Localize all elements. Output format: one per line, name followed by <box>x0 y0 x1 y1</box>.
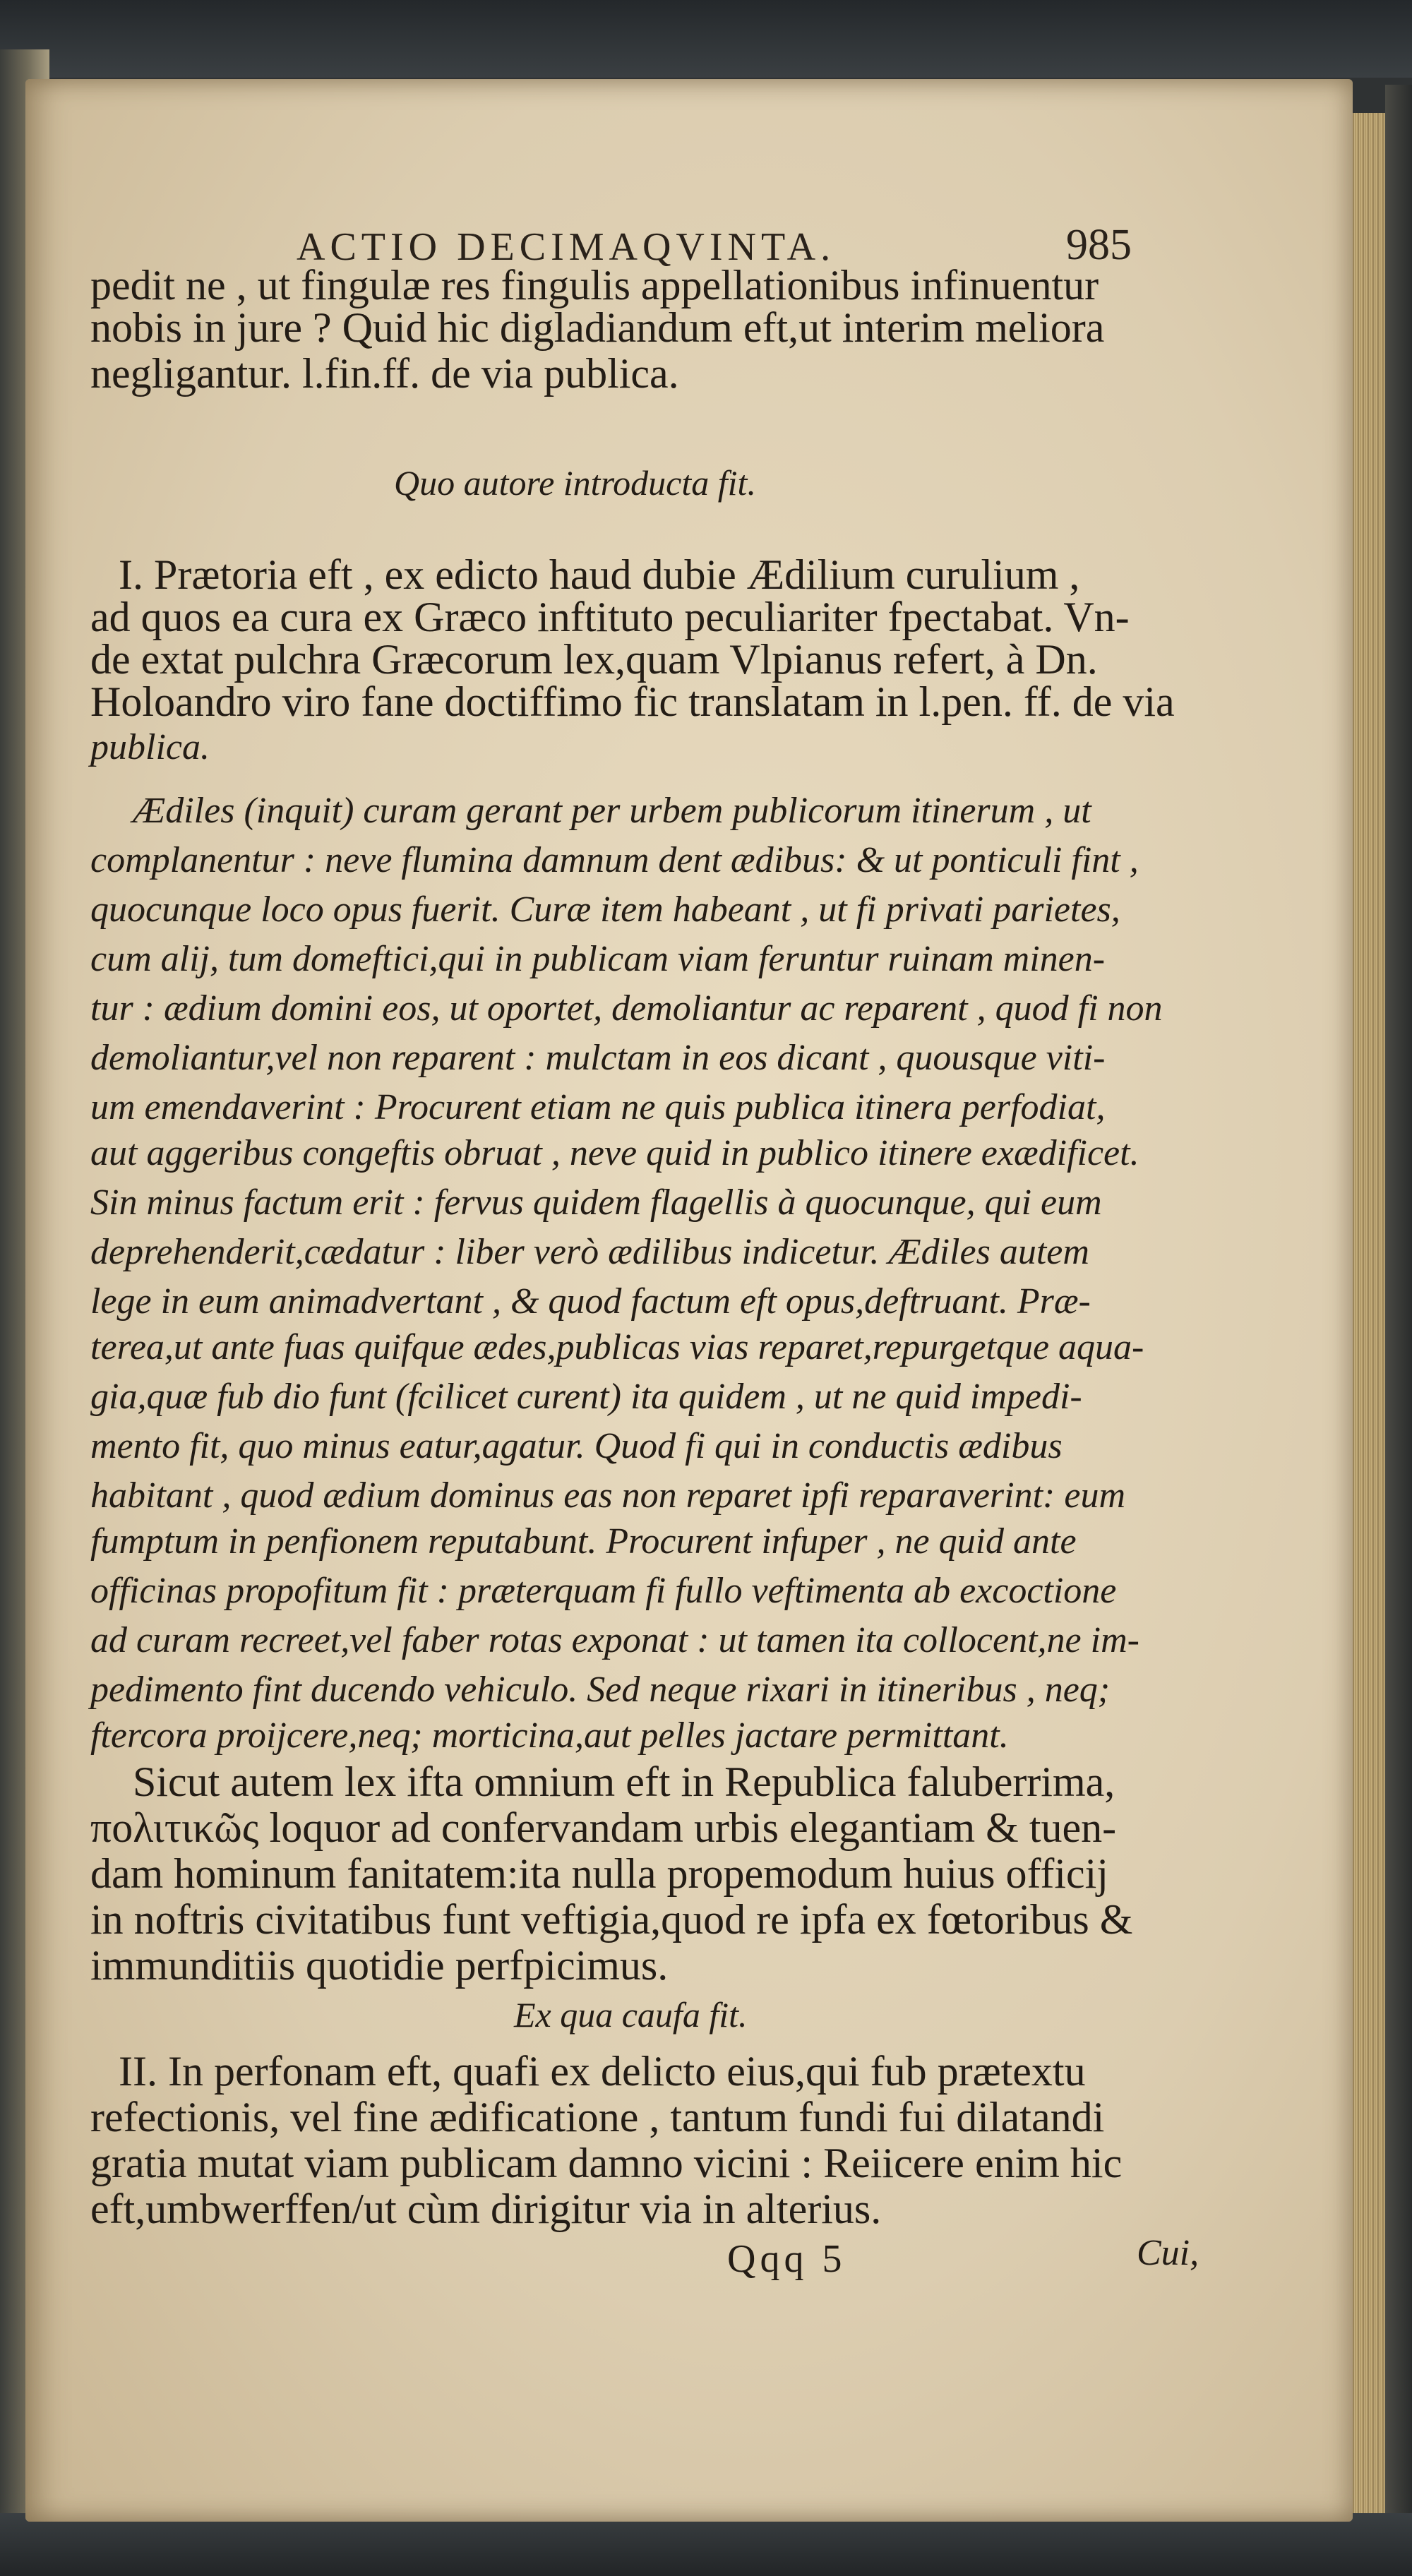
book-cover-right <box>1385 85 1412 2527</box>
text-line: immunditiis quotidie perfpicimus. <box>90 1942 669 1989</box>
text-line: publica. <box>90 727 210 767</box>
text-line: um emendaverint : Procurent etiam ne quis publica itinera perfodiat, <box>90 1087 1106 1127</box>
text-line: lege in eum animadvertant , & quod factum eft opus,deftruant. Præ- <box>90 1281 1091 1322</box>
text-line: Sicut autem lex ifta omnium eft in Republica faluberrima, <box>133 1759 1115 1805</box>
text-line: pedimento fint ducendo vehiculo. Sed neque rixari in itineribus , neq; <box>90 1670 1111 1710</box>
text-line: refectionis, vel fine ædificatione , tantum fundi fui dilatandi <box>90 2094 1105 2140</box>
text-line: Sin minus factum erit : fervus quidem flagellis à quocunque, qui eum <box>90 1182 1102 1223</box>
text-line: gia,quæ fub dio funt (fcilicet curent) ita quidem , ut ne quid impedi- <box>90 1377 1082 1417</box>
background-top <box>0 0 1412 78</box>
text-line: Ædiles (inquit) curam gerant per urbem publicorum itinerum , ut <box>133 791 1091 831</box>
running-title: ACTIO DECIMAQVINTA. <box>297 225 836 269</box>
section-heading: Ex qua caufa fit. <box>514 1995 748 2035</box>
text-line: cum alij, tum domeftici,qui in publicam viam feruntur ruinam minen- <box>90 939 1106 979</box>
text-line: deprehenderit,cædatur : liber verò ædilibus indicetur. Ædiles autem <box>90 1232 1089 1272</box>
text-line: aut aggeribus congeftis obruat , neve quid in publico itinere exædificet. <box>90 1133 1139 1173</box>
text-line: ad curam recreet,vel faber rotas exponat : ut tamen ita collocent,ne im- <box>90 1620 1139 1660</box>
text-line: de extat pulchra Græcorum lex,quam Vlpianus refert, à Dn. <box>90 636 1098 683</box>
background-bottom <box>0 2513 1412 2576</box>
text-line: pedit ne , ut fingulæ res fingulis appellationibus infinuentur <box>90 262 1099 308</box>
text-line: in noftris civitatibus funt veftigia,quod re ipfa ex fœtoribus & <box>90 1896 1133 1943</box>
text-line: mento fit, quo minus eatur,agatur. Quod fi qui in conductis ædibus <box>90 1426 1063 1466</box>
text-line: officinas propofitum fit : præterquam fi fullo veftimenta ab excoctione <box>90 1571 1117 1611</box>
section-heading: Quo autore introducta fit. <box>394 463 756 503</box>
text-line: dam hominum fanitatem:ita nulla propemodum huius officij <box>90 1850 1108 1897</box>
running-header <box>0 150 1412 269</box>
text-line: Holoandro viro fane doctiffimo fic translatam in l.pen. ff. de via <box>90 678 1175 725</box>
text-line: fumptum in penfionem reputabunt. Procurent infuper , ne quid ante <box>90 1521 1077 1562</box>
text-line: negligantur. l.fin.ff. de via publica. <box>90 350 679 397</box>
text-line: habitant , quod ædium dominus eas non reparet ipfi reparaverint: eum <box>90 1475 1126 1516</box>
text-line: πολιτικῶς loquor ad confervandam urbis elegantiam & tuen- <box>90 1804 1117 1851</box>
text-line: complanentur : neve flumina damnum dent ædibus: & ut ponticuli fint , <box>90 840 1139 880</box>
text-line: quocunque loco opus fuerit. Curæ item habeant , ut fi privati parietes, <box>90 889 1120 930</box>
text-line: II. In perfonam eft, quafi ex delicto eius,qui fub prætextu <box>119 2048 1086 2095</box>
text-line: I. Prætoria eft , ex edicto haud dubie Ædilium curulium , <box>119 551 1080 598</box>
page-number: 985 <box>1066 221 1132 269</box>
text-line: ftercora proijcere,neq; morticina,aut pelles jactare permittant. <box>90 1715 1009 1756</box>
text-line: eft,umbwerffen/ut cùm dirigitur via in alterius. <box>90 2186 882 2232</box>
text-line: demoliantur,vel non reparent : mulctam in eos dicant , quousque viti- <box>90 1038 1106 1078</box>
text-line: ad quos ea cura ex Græco inftituto peculiariter fpectabat. Vn- <box>90 594 1130 640</box>
text-line: terea,ut ante fuas quifque ædes,publicas vias reparet,repurgetque aqua- <box>90 1327 1144 1367</box>
text-line: gratia mutat viam publicam damno vicini : Reiicere enim hic <box>90 2140 1123 2186</box>
catchword: Cui, <box>1137 2233 1199 2273</box>
text-line: tur : ædium domini eos, ut oportet, demoliantur ac reparent , quod fi non <box>90 988 1163 1029</box>
text-line: nobis in jure ? Quid hic digladiandum eft,ut interim meliora <box>90 304 1105 351</box>
signature-mark: Qqq 5 <box>727 2237 846 2281</box>
